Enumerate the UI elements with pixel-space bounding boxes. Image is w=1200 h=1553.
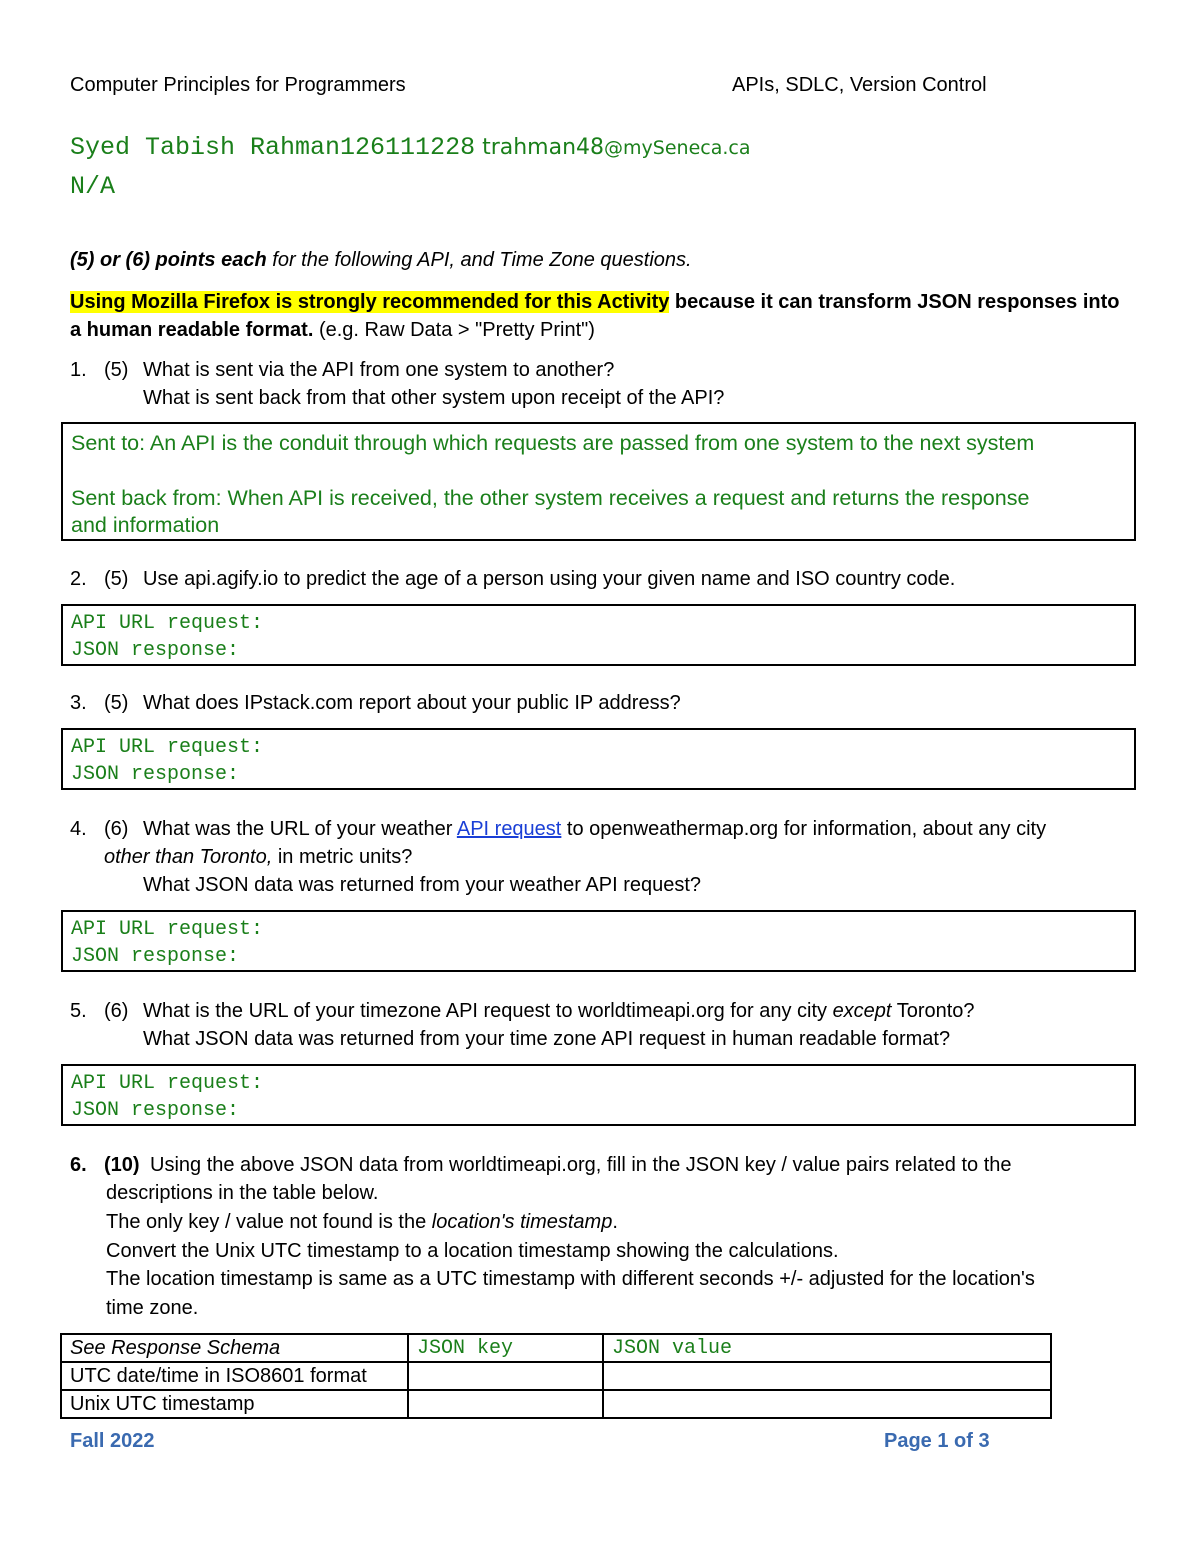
- q1-line2: What is sent back from that other system upon receipt of the API?: [143, 387, 725, 409]
- q6-line3-a: The only key / value not found is the: [106, 1211, 432, 1233]
- q6-number: 6.: [70, 1154, 87, 1176]
- table-header-schema: See Response Schema: [61, 1334, 408, 1362]
- q6-line3-italic: location's timestamp: [431, 1211, 613, 1233]
- student-email-domain: @mySeneca.ca: [604, 137, 751, 159]
- points-note: [70, 249, 692, 272]
- q3-number: 3.: [70, 692, 87, 714]
- footer-page-number: [884, 1430, 990, 1453]
- table-row-description: Unix UTC timestamp: [61, 1390, 408, 1418]
- table-row-json-key-cell[interactable]: [408, 1362, 603, 1390]
- table-row: [61, 1390, 1051, 1418]
- q5-line1-a: What is the URL of your timezone API request to worldtimeapi.org for any city: [143, 1000, 833, 1022]
- q4-line2-italic: other than Toronto,: [104, 846, 273, 868]
- table-row-description: UTC date/time in ISO8601 format: [61, 1362, 408, 1390]
- q5-answer-box[interactable]: [61, 1064, 1136, 1126]
- q6-line2: descriptions in the table below.: [106, 1182, 379, 1204]
- firefox-note-example: (e.g. Raw Data > "Pretty Print"): [313, 319, 595, 341]
- q5-line1: [143, 1000, 975, 1023]
- page-current: 1: [937, 1430, 949, 1452]
- q2-points: (5): [104, 568, 129, 590]
- q4-line1-a: What was the URL of your weather: [143, 818, 457, 840]
- student-email-user: trahman48: [482, 135, 605, 160]
- q5-line1-italic: except: [832, 1000, 892, 1022]
- table-header-json-key: JSON key: [408, 1334, 603, 1362]
- q4-line2: [104, 846, 412, 869]
- api-request-link[interactable]: API request: [456, 818, 562, 840]
- q5-api-url-label: API URL request:: [71, 1072, 264, 1095]
- q1-points: (5): [104, 359, 129, 381]
- q3-points: (5): [104, 692, 129, 714]
- q3-line1: What does IPstack.com report about your public IP address?: [143, 692, 681, 714]
- q2-api-url-label: API URL request:: [71, 612, 264, 635]
- q4-answer-box[interactable]: [61, 910, 1136, 972]
- q6-line4: Convert the Unix UTC timestamp to a location timestamp showing the calculations.: [106, 1240, 839, 1262]
- firefox-note-bold: a human readable format.: [70, 319, 314, 341]
- footer-term: Fall 2022: [70, 1430, 155, 1452]
- student-name: Syed Tabish Rahman: [70, 133, 341, 162]
- q4-api-url-label: API URL request:: [71, 918, 264, 941]
- student-info: [70, 133, 750, 162]
- q1-answer-box[interactable]: [61, 422, 1136, 541]
- q1-number: 1.: [70, 359, 87, 381]
- q3-answer-box[interactable]: [61, 728, 1136, 790]
- table-row: [61, 1362, 1051, 1390]
- q6-points: (10): [104, 1154, 140, 1176]
- q5-line2: What JSON data was returned from your time zone API request in human readable format?: [143, 1028, 951, 1050]
- q4-points: (6): [104, 818, 129, 840]
- page-label: Page: [884, 1430, 938, 1452]
- q1-answer-line3: and information: [71, 513, 220, 537]
- q6-line6: time zone.: [106, 1297, 199, 1319]
- q5-points: (6): [104, 1000, 129, 1022]
- firefox-highlight: Using Mozilla Firefox is strongly recommended for this Activity: [70, 291, 670, 313]
- page-total: 3: [978, 1430, 990, 1452]
- q6-line5: The location timestamp is same as a UTC timestamp with different seconds +/- adjusted for the location's: [106, 1268, 1035, 1290]
- page-of: of: [948, 1430, 979, 1452]
- student-id: 126111228: [340, 133, 476, 162]
- q3-json-response-label: JSON response:: [71, 763, 240, 786]
- partner-info: N/A: [70, 172, 116, 201]
- q4-line3: What JSON data was returned from your weather API request?: [143, 874, 702, 896]
- table-row-json-value-cell[interactable]: [603, 1390, 1051, 1418]
- points-rest: for the following API, and Time Zone questions.: [266, 249, 692, 271]
- q4-json-response-label: JSON response:: [71, 945, 240, 968]
- q2-line1: Use api.agify.io to predict the age of a person using your given name and ISO country code.: [143, 568, 956, 590]
- q4-line1: [143, 818, 1046, 841]
- q4-number: 4.: [70, 818, 87, 840]
- q4-line2-rest: in metric units?: [272, 846, 413, 868]
- topic-title: APIs, SDLC, Version Control: [732, 74, 987, 96]
- q5-number: 5.: [70, 1000, 87, 1022]
- q4-line1-b: to openweathermap.org for information, about any city: [561, 818, 1047, 840]
- firefox-note-line2: [70, 319, 595, 342]
- q5-json-response-label: JSON response:: [71, 1099, 240, 1122]
- q5-line1-b: Toronto?: [891, 1000, 975, 1022]
- q2-json-response-label: JSON response:: [71, 639, 240, 662]
- q6-line3: [106, 1211, 618, 1234]
- q1-answer-line1: Sent to: An API is the conduit through which requests are passed from one system to the next system: [71, 431, 1035, 455]
- course-title: Computer Principles for Programmers: [70, 74, 406, 96]
- table-header-row: [61, 1334, 1051, 1362]
- q3-api-url-label: API URL request:: [71, 736, 264, 759]
- json-key-value-table: [60, 1333, 1052, 1419]
- points-bold: (5) or (6) points each: [70, 249, 267, 271]
- table-row-json-value-cell[interactable]: [603, 1362, 1051, 1390]
- firefox-note-line1: [70, 291, 1120, 314]
- firefox-note-rest: because it can transform JSON responses into: [669, 291, 1120, 313]
- q2-answer-box[interactable]: [61, 604, 1136, 666]
- table-row-json-key-cell[interactable]: [408, 1390, 603, 1418]
- q1-answer-line2: Sent back from: When API is received, the other system receives a request and returns the response: [71, 486, 1030, 510]
- q1-line1: What is sent via the API from one system to another?: [143, 359, 615, 381]
- q2-number: 2.: [70, 568, 87, 590]
- table-header-json-value: JSON value: [603, 1334, 1051, 1362]
- q6-line3-b: .: [612, 1211, 618, 1233]
- q6-line1: Using the above JSON data from worldtimeapi.org, fill in the JSON key / value pairs related to the: [150, 1154, 1012, 1176]
